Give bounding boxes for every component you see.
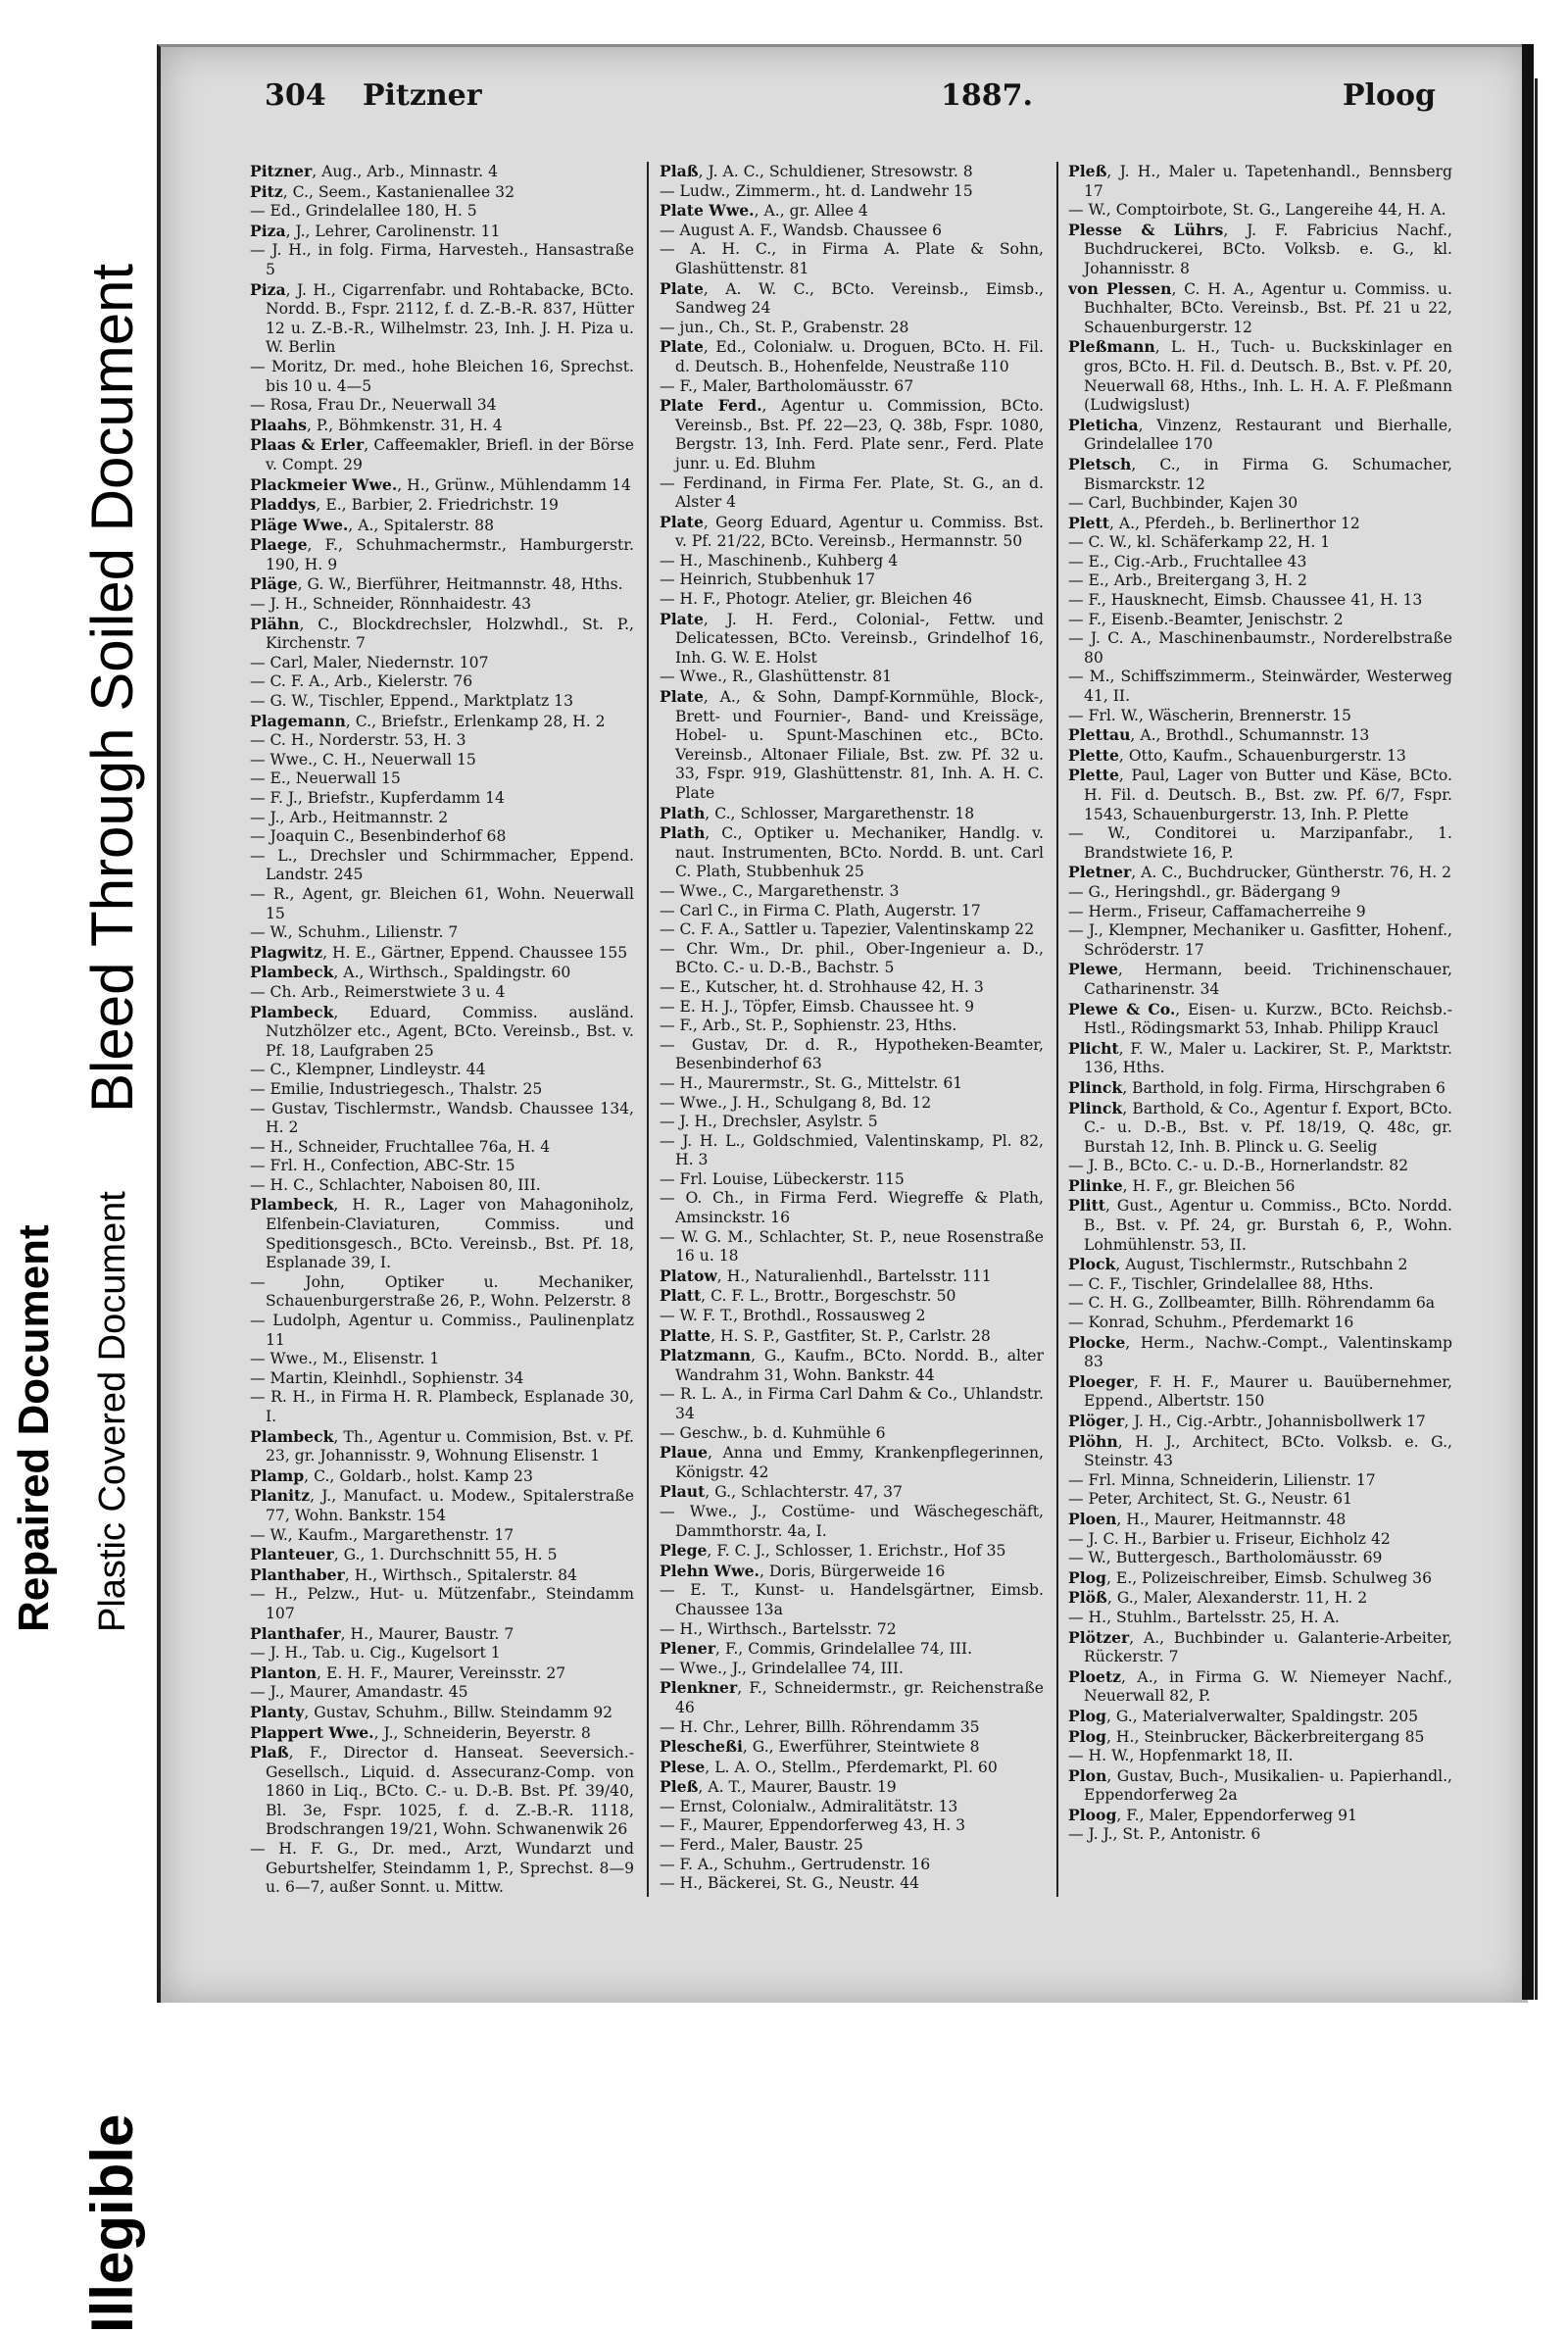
directory-entry: — O. Ch., in Firma Ferd. Wiegreffe & Plath, Amsinckstr. 16: [660, 1189, 1044, 1227]
directory-entry: Planthafer, H., Maurer, Baustr. 7: [250, 1623, 514, 1643]
directory-entry: — Peter, Architect, St. G., Neustr. 61: [1068, 1490, 1352, 1509]
directory-entry: Plette, Otto, Kaufm., Schauenburgerstr. 13: [1068, 745, 1406, 765]
directory-entry: — G., Heringshdl., gr. Bädergang 9: [1068, 882, 1341, 901]
directory-entry: — Martin, Kleinhdl., Sophienstr. 34: [250, 1368, 524, 1387]
directory-entry: — H., Maurermstr., St. G., Mittelstr. 61: [660, 1073, 963, 1092]
directory-entry: — E., Cig.-Arb., Fruchtallee 43: [1068, 552, 1307, 571]
directory-entry: Plehn Wwe., Doris, Bürgerweide 16: [660, 1561, 946, 1580]
directory-entry: Plagemann, C., Briefstr., Erlenkamp 28, H. 2: [250, 711, 606, 730]
directory-entry: von Plessen, C. H. A., Agentur u. Commiss. u. Buchhalter, BCto. Vereinsb., Bst. Pf. 21 u 22, Schauenburgerstr. 12: [1068, 278, 1452, 336]
directory-entry: Planteuer, G., 1. Durchschnitt 55, H. 5: [250, 1545, 558, 1564]
directory-entry: — J. H., in folg. Firma, Harvestеh., Hansastraße 5: [250, 241, 634, 278]
directory-entry: Plath, C., Schlosser, Margarethenstr. 18: [660, 803, 975, 822]
directory-entry: Plog, H., Steinbrucker, Bäckerbreitergang 85: [1068, 1726, 1425, 1746]
directory-entry: Pitzner, Aug., Arb., Minnastr. 4: [250, 162, 499, 180]
directory-entry: Plege, F. C. J., Schlosser, 1. Erichstr., Hof 35: [660, 1541, 1006, 1561]
header-right-word: Ploog: [1343, 78, 1436, 113]
page-number: 304: [265, 78, 326, 113]
directory-entry: Plath, C., Optiker u. Mechaniker, Handlg. v. naut. Instrumenten, BCto. Nordd. B. unt. Carl C. Plath, Stubbenhuk 25: [660, 823, 1044, 881]
directory-entry: Plog, G., Materialverwalter, Spaldingstr. 205: [1068, 1706, 1419, 1725]
directory-entry: Plamp, C., Goldarb., holst. Kamp 23: [250, 1465, 533, 1485]
directory-entry: — H. W., Hopfenmarkt 18, II.: [1068, 1747, 1294, 1765]
label-plastic-covered-document: Plastic Covered Document: [92, 1191, 133, 1632]
directory-entry: Plate, Georg Eduard, Agentur u. Commiss. Bst. v. Pf. 21/22, BCto. Vereinsb., Hermannstr. 50: [660, 512, 1044, 551]
directory-entry: — W., Kaufm., Margarethenstr. 17: [250, 1525, 514, 1544]
directory-entry: Ploen, H., Maurer, Heitmannstr. 48: [1068, 1509, 1347, 1528]
directory-entry: Plambeck, A., Wirthsch., Spaldingstr. 60: [250, 963, 571, 982]
directory-entry: — J. H., Drechsler, Asylstr. 5: [660, 1113, 878, 1131]
directory-entry: Plate, A. W. C., BCto. Vereinsb., Eimsb., Sandweg 24: [660, 278, 1044, 318]
directory-entry: — F., Eisenb.-Beamter, Jenischstr. 2: [1068, 610, 1344, 628]
directory-entry: Platow, H., Naturalienhdl., Bartelsstr. 111: [660, 1266, 992, 1285]
directory-entry: — Frl. H., Confection, ABC-Str. 15: [250, 1157, 515, 1175]
directory-entry: Ploeger, F. H. F., Maurer u. Bauübernehmer, Eppend., Albertstr. 150: [1068, 1371, 1452, 1411]
directory-entry: — C. H., Norderstr. 53, H. 3: [250, 731, 466, 750]
directory-entry: Pletner, A. C., Buchdrucker, Güntherstr. 76, H. 2: [1068, 863, 1452, 882]
directory-entry: — Emilie, Industriegesch., Thalstr. 25: [250, 1079, 543, 1098]
directory-entry: — R., Agent, gr. Bleichen 61, Wohn. Neuerwall 15: [250, 884, 634, 922]
directory-entry: — J. H., Tab. u. Cig., Kugelsort 1: [250, 1644, 501, 1663]
directory-entry: Plinke, H. F., gr. Bleichen 56: [1068, 1175, 1296, 1195]
directory-entry: — J. B., BCto. C.- u. D.-B., Hornerlandstr. 82: [1068, 1157, 1409, 1175]
directory-entry: — Carl, Buchbinder, Kajen 30: [1068, 494, 1298, 513]
directory-entry: — J., Klempner, Mechaniker u. Gasfitter, Hohenf., Schröderstr. 17: [1068, 921, 1452, 959]
directory-entry: — C. F. A., Sattler u. Tapezier, Valentinskamp 22: [660, 920, 1035, 939]
directory-entry: Platzmann, G., Kaufm., BCto. Nordd. B., alter Wandrahm 31, Wohn. Bankstr. 44: [660, 1346, 1044, 1384]
directory-column-3: [1068, 162, 1452, 1897]
directory-entry: Plocke, Herm., Nachw.-Compt., Valentinskamp 83: [1068, 1332, 1452, 1371]
directory-entry: — F. A., Schuhm., Gertrudenstr. 16: [660, 1855, 931, 1873]
directory-entry: — H. C., Schlachter, Naboisen 80, III.: [250, 1175, 541, 1194]
directory-entry: — J. C. A., Maschinenbaumstr., Norderelbstraße 80: [1068, 629, 1452, 667]
header-left-word: Pitzner: [363, 78, 482, 113]
directory-entry: Plate, Ed., Colonialw. u. Droguen, BCto. H. Fil. d. Deutsch. B., Hohenfelde, Neustraße 110: [660, 337, 1044, 375]
directory-entry: — Carl C., in Firma C. Plath, Augerstr. 17: [660, 901, 981, 919]
side-labels: [0, 0, 147, 2333]
directory-entry: — J., Arb., Heitmannstr. 2: [250, 808, 449, 826]
directory-entry: Planitz, J., Manufact. u. Modew., Spitalerstraße 77, Wohn. Bankstr. 154: [250, 1486, 634, 1524]
directory-entry: — C., Klempner, Lindleystr. 44: [250, 1061, 486, 1079]
directory-entry: — F. J., Briefstr., Kupferdamm 14: [250, 789, 505, 807]
directory-entry: — Gustav, Dr. d. R., Hypotheken-Beamter, Besenbinderhof 63: [660, 1035, 1044, 1073]
directory-entry: — H., Maschinenb., Kuhberg 4: [660, 551, 899, 570]
directory-entry: Plewe & Co., Eisen- u. Kurzw., BCto. Reichsb.-Hstl., Rödingsmarkt 53, Inhab. Philipp Kraucl: [1068, 999, 1452, 1038]
directory-entry: Plaue, Anna und Emmy, Krankenpflegerinnen, Königstr. 42: [660, 1443, 1044, 1481]
directory-entry: — J., Maurer, Amandastr. 45: [250, 1683, 468, 1702]
directory-entry: — Frl. Louise, Lübeckerstr. 115: [660, 1169, 905, 1188]
directory-entry: — C. H. G., Zollbeamter, Billh. Röhrendamm 6a: [1068, 1294, 1436, 1313]
directory-entry: — Wwe., C., Margarethenstr. 3: [660, 881, 900, 900]
directory-entry: — Carl, Maler, Niedernstr. 107: [250, 653, 489, 671]
directory-entry: Pleticha, Vinzenz, Restaurant und Bierhalle, Grindelallee 170: [1068, 415, 1452, 454]
directory-entry: — J. H., Schneider, Rönnhaidestr. 43: [250, 595, 532, 614]
directory-entry: — E., Kutscher, ht. d. Strohhause 42, H. 3: [660, 977, 984, 996]
directory-entry: — H. Chr., Lehrer, Billh. Röhrendamm 35: [660, 1717, 980, 1736]
directory-entry: Plate Wwe., A., gr. Allee 4: [660, 201, 868, 221]
directory-entry: Piza, J. H., Cigarrenfabr. und Rohtabacke, BCto. Nordd. B., Fspr. 2112, f. d. Z.-B.-R. 837, Hütter 12 u. Z.-B.-R., Wilhelmstr. 23, Inh. J. H. Piza u. W. Berlin: [250, 279, 634, 357]
directory-entry: — M., Schiffszimmerm., Steinwärder, Westerweg 41, II.: [1068, 668, 1452, 706]
directory-entry: — Frl. Minna, Schneiderin, Lilienstr. 17: [1068, 1470, 1376, 1489]
directory-entry: — J. C. H., Barbier u. Friseur, Eichholz 42: [1068, 1529, 1391, 1548]
directory-entry: Plon, Gustav, Buch-, Musikalien- u. Papierhandl., Eppendorferweg 2a: [1068, 1765, 1452, 1805]
directory-entry: Plescheßi, G., Ewerführer, Steintwiete 8: [660, 1737, 980, 1757]
directory-entry: — H., Schneider, Fruchtallee 76a, H. 4: [250, 1137, 551, 1156]
directory-entry: — C. F. A., Arb., Kielerstr. 76: [250, 672, 473, 691]
directory-entry: Plicht, F. W., Maler u. Lackirer, St. P., Marktstr. 136, Hths.: [1068, 1038, 1452, 1077]
label-bleed-through-soiled-document: Bleed Through Soiled Document: [79, 263, 145, 1113]
directory-entry: Plambeck, H. R., Lager von Mahagoniholz, Elfenbein-Claviaturen, Commiss. und Speditionsgesch., BCto. Vereinsb., Bst. Pf. 18, Esplanade 39, I.: [250, 1195, 634, 1272]
directory-entry: — H., Bäckerei, St. G., Neustr. 44: [660, 1874, 920, 1893]
directory-entry: — H., Pelzw., Hut- u. Mützenfabr., Steindamm 107: [250, 1585, 634, 1622]
directory-entry: — Geschw., b. d. Kuhmühle 6: [660, 1423, 886, 1442]
directory-entry: — W., Schuhm., Lilienstr. 7: [250, 923, 459, 942]
directory-entry: Plaß, J. A. C., Schuldiener, Stresowstr. 8: [660, 162, 973, 180]
directory-entry: — F., Arb., St. P., Sophienstr. 23, Hths.: [660, 1017, 957, 1035]
directory-entry: — W., Conditorei u. Marzipanfabr., 1. Brandstwiete 16, P.: [1068, 824, 1452, 862]
directory-entry: — Chr. Wm., Dr. phil., Ober-Ingenieur a. D., BCto. C.- u. D.-B., Bachstr. 5: [660, 939, 1044, 977]
directory-entry: — G. W., Tischler, Eppend., Marktplatz 13: [250, 692, 574, 711]
directory-entry: — E., Arb., Breitergang 3, H. 2: [1068, 571, 1307, 590]
directory-entry: Plett, A., Pferdeh., b. Berlinerthor 12: [1068, 513, 1360, 532]
directory-entry: — E. T., Kunst- u. Handelsgärtner, Eimsb. Chaussee 13a: [660, 1581, 1044, 1618]
directory-entry: Planty, Gustav, Schuhm., Billw. Steindamm 92: [250, 1702, 613, 1721]
directory-entry: — August A. F., Wandsb. Chaussee 6: [660, 221, 943, 239]
directory-entry: Plate Ferd., Agentur u. Commission, BCto. Vereinsb., Bst. Pf. 22—23, Q. 38b, Fspr. 1080, Bergstr. 13, Inh. Ferd. Plate senr., Ferd. Plate junr. u. Ed. Bluhm: [660, 396, 1044, 472]
header-year: 1887.: [941, 78, 1033, 113]
directory-entry: Planthaber, H., Wirthsch., Spitalerstr. 84: [250, 1564, 577, 1584]
directory-entry: Plähn, C., Blockdrechsler, Holzwhdl., St. P., Kirchenstr. 7: [250, 614, 634, 653]
page-edge-shadow: [1522, 44, 1534, 2000]
directory-entry: Plaut, G., Schlachterstr. 47, 37: [660, 1482, 903, 1502]
directory-entry: Plese, L. A. O., Stellm., Pferdemarkt, Pl. 60: [660, 1757, 998, 1776]
directory-entry: — Ferd., Maler, Baustr. 25: [660, 1836, 863, 1855]
directory-entry: — Wwe., M., Elisenstr. 1: [250, 1350, 440, 1368]
directory-entry: — W., Buttergesch., Bartholomäusstr. 69: [1068, 1549, 1383, 1567]
directory-entry: — Ferdinand, in Firma Fer. Plate, St. G., an d. Alster 4: [660, 473, 1044, 512]
directory-entry: — W., Comptoirbote, St. G., Langereihe 44, H. A.: [1068, 201, 1446, 220]
directory-entry: — Joaquin C., Besenbinderhof 68: [250, 827, 507, 846]
directory-entry: — jun., Ch., St. P., Grabenstr. 28: [660, 318, 909, 336]
column-divider: [647, 162, 649, 1897]
directory-entry: — Wwe., J., Grindelallee 74, III.: [660, 1659, 904, 1677]
directory-entry: — Konrad, Schuhm., Pferdemarkt 16: [1068, 1314, 1354, 1332]
directory-entry: — Gustav, Tischlermstr., Wandsb. Chaussee 134, H. 2: [250, 1099, 634, 1137]
directory-entry: Plappert Wwe., J., Schneiderin, Beyerstr. 8: [250, 1722, 591, 1742]
directory-entry: Plackmeier Wwe., H., Grünw., Mühlendamm 14: [250, 474, 631, 494]
directory-entry: — H. F. G., Dr. med., Arzt, Wundarzt und Geburtshelfer, Steindamm 1, P., Sprechst. 8—9 u. 6—7, außer Sonnt. u. Mittw.: [250, 1840, 634, 1897]
directory-entry: — F., Maler, Bartholomäusstr. 67: [660, 376, 914, 395]
directory-entry: Ploog, F., Maler, Eppendorferweg 91: [1068, 1805, 1357, 1824]
directory-entry: Plambeck, Th., Agentur u. Commision, Bst. v. Pf. 23, gr. Johannisstr. 9, Wohnung Elisenstr. 1: [250, 1426, 634, 1465]
directory-entry: Plog, E., Polizeischreiber, Eimsb. Schulweg 36: [1068, 1567, 1433, 1587]
directory-entry: Plewe, Hermann, beeid. Trichinenschauer, Catharinenstr. 34: [1068, 960, 1452, 998]
page-edge-border: [1535, 78, 1551, 2000]
directory-entry: — Wwe., J. H., Schulgang 8, Bd. 12: [660, 1093, 932, 1112]
directory-entry: Plöß, G., Maler, Alexanderstr. 11, H. 2: [1068, 1588, 1368, 1608]
directory-entry: — W. G. M., Schlachter, St. P., neue Rosenstraße 16 u. 18: [660, 1227, 1044, 1266]
directory-entry: Pitz, C., Seem., Kastanienallee 32: [250, 181, 515, 201]
directory-entry: — Ludolph, Agentur u. Commiss., Paulinenplatz 11: [250, 1312, 634, 1349]
directory-entry: — Heinrich, Stubbenhuk 17: [660, 571, 876, 589]
directory-entry: Platt, C. F. L., Brottr., Borgeschstr. 50: [660, 1286, 956, 1306]
directory-entry: — J. H. L., Goldschmied, Valentinskamp, Pl. 82, H. 3: [660, 1131, 1044, 1169]
directory-entry: — C. F., Tischler, Grindelallee 88, Hths.: [1068, 1274, 1374, 1293]
directory-entry: — F., Maurer, Eppendorferweg 43, H. 3: [660, 1816, 966, 1835]
column-divider: [1056, 162, 1058, 1897]
directory-entry: — E. H. J., Töpfer, Eimsb. Chaussee ht. 9: [660, 997, 975, 1016]
directory-entry: — Frl. W., Wäscherin, Brennerstr. 15: [1068, 706, 1351, 724]
directory-entry: Pleß, J. H., Maler u. Tapetenhandl., Bennsberg 17: [1068, 162, 1452, 200]
directory-entry: — J. J., St. P., Antonistr. 6: [1068, 1825, 1261, 1844]
directory-entry: — H., Stuhlm., Bartelsstr. 25, H. A.: [1068, 1608, 1340, 1626]
directory-entry: — H., Wirthsch., Bartelsstr. 72: [660, 1619, 897, 1638]
directory-entry: — E., Neuerwall 15: [250, 769, 401, 788]
directory-entry: — Ernst, Colonialw., Admiralitätstr. 13: [660, 1797, 958, 1815]
directory-entry: Plaege, F., Schuhmachermstr., Hamburgerstr. 190, H. 9: [250, 535, 634, 573]
directory-entry: Plaahs, P., Böhmkenstr. 31, H. 4: [250, 415, 503, 434]
directory-entry: Plinck, Barthold, in folg. Firma, Hirschgraben 6: [1068, 1077, 1446, 1097]
directory-entry: Plitt, Gust., Agentur u. Commiss., BCto. Nordd. B., Bst. v. Pf. 24, gr. Burstah 6, P., Wohn. Lohmühlenstr. 53, II.: [1068, 1196, 1452, 1254]
directory-entry: — R. L. A., in Firma Carl Dahm & Co., Uhlandstr. 34: [660, 1385, 1044, 1422]
page-header: [118, 78, 1436, 127]
directory-entry: Plesse & Lührs, J. F. Fabricius Nachf., Buchdruckerei, BCto. Volksb. e. G., kl. Johannisstr. 8: [1068, 220, 1452, 277]
directory-entry: — Wwe., J., Costüme- und Wäschegeschäft, Dammthorstr. 4a, I.: [660, 1502, 1044, 1540]
directory-column-1: [250, 162, 634, 1897]
directory-entry: Plener, F., Commis, Grindelallee 74, III.: [660, 1639, 973, 1659]
directory-entry: — Wwe., R., Glashüttenstr. 81: [660, 668, 893, 686]
directory-entry: Plöhn, H. J., Architect, BCto. Volksb. e. G., Steinstr. 43: [1068, 1431, 1452, 1470]
directory-entry: — Moritz, Dr. med., hohe Bleichen 16, Sprechst. bis 10 u. 4—5: [250, 357, 634, 395]
directory-entry: — C. W., kl. Schäferkamp 22, H. 1: [1068, 533, 1331, 552]
directory-entry: Plock, August, Tischlermstr., Rutschbahn 2: [1068, 1255, 1408, 1274]
directory-entry: — Ed., Grindelallee 180, H. 5: [250, 202, 477, 221]
directory-entry: Plate, A., & Sohn, Dampf-Kornmühle, Block-, Brett- und Fournier-, Band- und Kreissäge, Hobel- u. Spunt-Maschinen etc., BCto. Vereinsb., Altonaer Filiale, Bst. zw. Pf. 32 u. 33, Fspr. 919, Glashüttenstr. 81, Inh. A. H. C. Plate: [660, 687, 1044, 802]
directory-entry: Planton, E. H. F., Maurer, Vereinsstr. 27: [250, 1663, 566, 1682]
directory-entry: Plambeck, Eduard, Commiss. ausländ. Nutzhölzer etc., Agent, BCto. Vereinsb., Bst. v. Pf. 18, Laufgraben 25: [250, 1002, 634, 1060]
directory-entry: — Ludw., Zimmerm., ht. d. Landwehr 15: [660, 181, 973, 200]
directory-entry: Plette, Paul, Lager von Butter und Käse, BCto. H. Fil. d. Deutsch. B., Bst. zw. Pf. 6/7, Fspr. 1543, Schauenburgerstr. 13, Inh. P. Plette: [1068, 766, 1452, 823]
directory-entry: Platte, H. S. P., Gastfiter, St. P., Carlstr. 28: [660, 1325, 991, 1345]
directory-entry: Plettau, A., Brothdl., Schumannstr. 13: [1068, 725, 1370, 745]
directory-entry: — H. F., Photogr. Atelier, gr. Bleichen 46: [660, 590, 973, 609]
directory-entry: Pletsch, C., in Firma G. Schumacher, Bismarckstr. 12: [1068, 454, 1452, 493]
directory-entry: Plaß, F., Director d. Hanseat. Seeversich.-Gesellsch., Liquid. d. Assecuranz-Comp. von 1860 in Liq., BCto. C.- u. D.-B. Bst. Pf. 39/40, Bl. 3e, Fspr. 1025, f. d. Z.-B.-R. 1118, Brodschrangen 19/21, Wohn. Schwanenwik 26: [250, 1743, 634, 1839]
directory-entry: Plate, J. H. Ferd., Colonial-, Fettw. und Delicatessen, BCto. Vereinsb., Grindelhof 16, Inh. G. W. E. Holst: [660, 609, 1044, 667]
directory-entry: — Herm., Friseur, Caffamacherreihe 9: [1068, 902, 1366, 920]
label-illegible: Illegible: [79, 2113, 145, 2333]
directory-entry: — A. H. C., in Firma A. Plate & Sohn, Glashüttenstr. 81: [660, 240, 1044, 277]
directory-entry: — Rosa, Frau Dr., Neuerwall 34: [250, 396, 497, 415]
directory-entry: Pleßmann, L. H., Tuch- u. Buckskinlager en gros, BCto. H. Fil. d. Deutsch. B., Bst. v. Pf. 20, Neuerwall 68, Hths., Inh. L. H. A. F. Pleßmann (Ludwigslust): [1068, 337, 1452, 415]
directory-entry: — L., Drechsler und Schirmmacher, Eppend. Landstr. 245: [250, 846, 634, 884]
directory-entry: Piza, J., Lehrer, Carolinenstr. 11: [250, 221, 501, 240]
directory-entry: Plagwitz, H. E., Gärtner, Eppend. Chaussee 155: [250, 942, 628, 962]
directory-entry: — R. H., in Firma H. R. Plambeck, Esplanade 30, I.: [250, 1388, 634, 1425]
directory-column-2: [660, 162, 1044, 1897]
directory-entry: Ploetz, A., in Firma G. W. Niemeyer Nachf., Neuerwall 82, P.: [1068, 1666, 1452, 1706]
directory-entry: Plenkner, F., Schneidermstr., gr. Reichenstraße 46: [660, 1678, 1044, 1716]
directory-entry: Pläge Wwe., A., Spitalerstr. 88: [250, 515, 494, 534]
directory-entry: — F., Hausknecht, Eimsb. Chaussee 41, H. 13: [1068, 591, 1423, 610]
directory-entry: Pleß, A. T., Maurer, Baustr. 19: [660, 1777, 897, 1797]
directory-entry: Pläge, G. W., Bierführer, Heitmannstr. 48, Hths.: [250, 574, 623, 594]
directory-entry: Plöger, J. H., Cig.-Arbtr., Johannisbollwerk 17: [1068, 1412, 1426, 1430]
directory-entry: Plinck, Barthold, & Co., Agentur f. Export, BCto. C.- u. D.-B., Bst. v. Pf. 18/19, Q. 48c, gr. Burstah 12, Inh. B. Plinck u. G. Seelig: [1068, 1098, 1452, 1156]
directory-entry: Plötzer, A., Buchbinder u. Galanterie-Arbeiter, Rückerstr. 7: [1068, 1627, 1452, 1666]
directory-entry: — Ch. Arb., Reimerstwiete 3 u. 4: [250, 982, 506, 1001]
directory-entry: — Wwe., C. H., Neuerwall 15: [250, 750, 476, 769]
directory-entry: — John, Optiker u. Mechaniker, Schauenburgerstraße 26, P., Wohn. Pelzerstr. 8: [250, 1272, 634, 1311]
directory-entry: Pladdys, E., Barbier, 2. Friedrichstr. 19: [250, 495, 559, 515]
label-repaired-document: Repaired Document: [10, 1224, 58, 1632]
directory-entry: — W. F. T., Brothdl., Rossausweg 2: [660, 1307, 926, 1325]
directory-entry: Plaas & Erler, Caffeemakler, Briefl. in der Börse v. Compt. 29: [250, 435, 634, 473]
